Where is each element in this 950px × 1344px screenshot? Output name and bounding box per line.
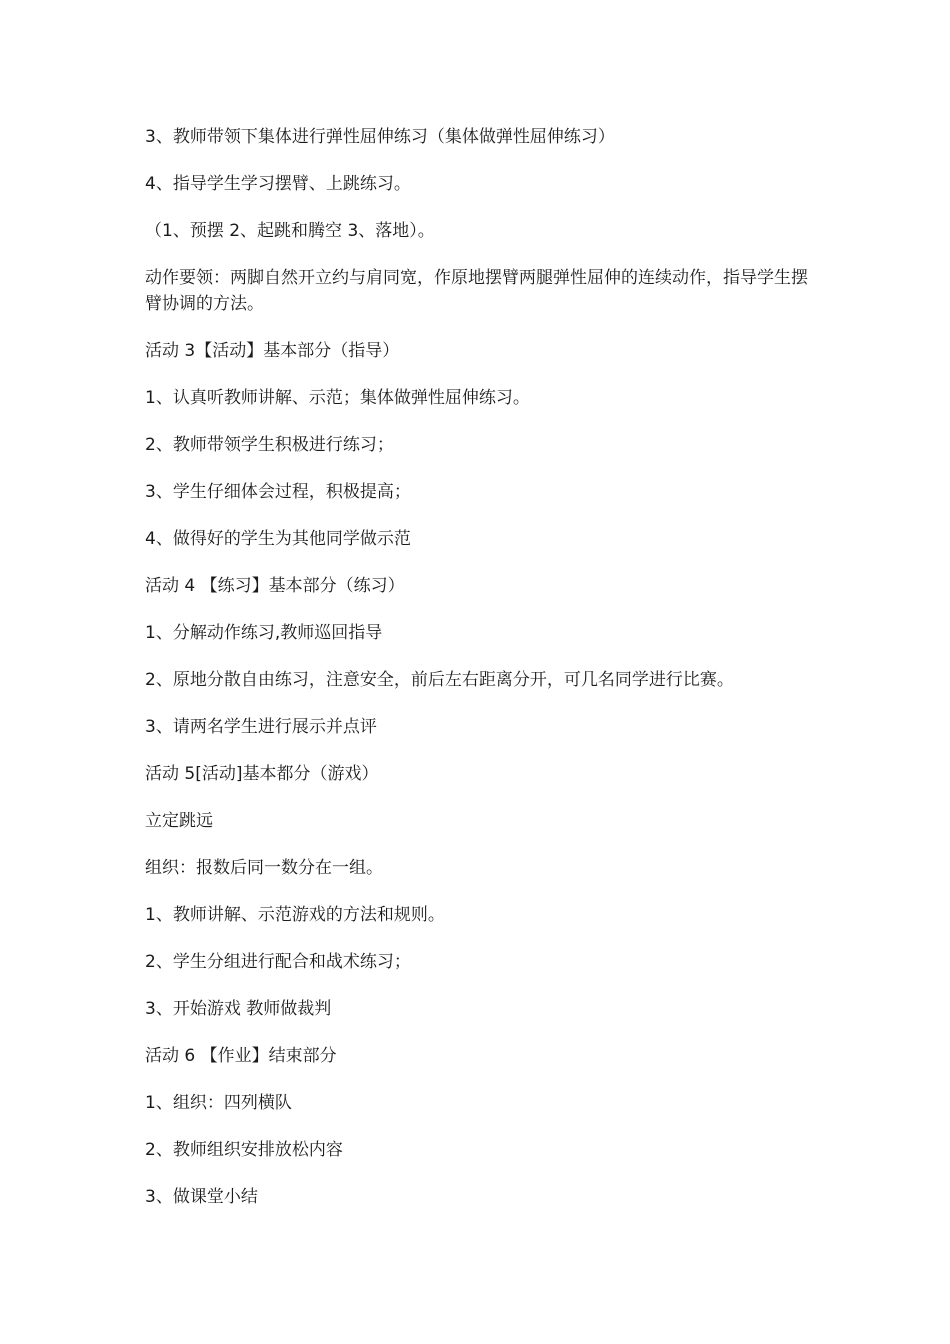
paragraph-a5-item-1: 1、教师讲解、示范游戏的方法和规则。 (145, 905, 445, 925)
paragraph-a5-item-3: 3、开始游戏 教师做裁判 (145, 999, 332, 1019)
paragraph-game-name: 立定跳远 (145, 811, 213, 831)
paragraph-a3-item-2: 2、教师带领学生积极进行练习； (145, 435, 394, 455)
paragraph-phases: （1、预摆 2、起跳和腾空 3、落地）。 (145, 221, 435, 241)
paragraph-a3-item-4: 4、做得好的学生为其他同学做示范 (145, 529, 411, 549)
paragraph-a4-item-1: 1、分解动作练习,教师巡回指导 (145, 623, 383, 643)
paragraph-a3-item-1: 1、认真听教师讲解、示范；集体做弹性屈伸练习。 (145, 388, 530, 408)
paragraph-a6-item-1: 1、组织：四列横队 (145, 1093, 292, 1113)
document-body (145, 124, 815, 1231)
heading-activity-4: 活动 4 【练习】基本部分（练习） (145, 576, 405, 596)
paragraph-a4-item-2: 2、原地分散自由练习，注意安全，前后左右距离分开，可几名同学进行比赛。 (145, 670, 734, 690)
paragraph-a3-item-3: 3、学生仔细体会过程，积极提高； (145, 482, 411, 502)
paragraph-key-points: 动作要领：两脚自然开立约与肩同宽，作原地摆臂两腿弹性屈伸的连续动作，指导学生摆臂协调的方法。 (145, 268, 808, 314)
paragraph-a4-item-3: 3、请两名学生进行展示并点评 (145, 717, 377, 737)
heading-activity-3: 活动 3【活动】基本部分（指导） (145, 341, 400, 361)
paragraph-organization: 组织：报数后同一数分在一组。 (145, 858, 383, 878)
heading-activity-6: 活动 6 【作业】结束部分 (145, 1046, 337, 1066)
paragraph-a5-item-2: 2、学生分组进行配合和战术练习； (145, 952, 411, 972)
heading-activity-5: 活动 5[活动]基本都分（游戏） (145, 764, 379, 784)
paragraph-a6-item-2: 2、教师组织安排放松内容 (145, 1140, 343, 1160)
paragraph-step-4: 4、指导学生学习摆臂、上跳练习。 (145, 174, 411, 194)
paragraph-step-3: 3、教师带领下集体进行弹性屈伸练习（集体做弹性屈伸练习） (145, 127, 615, 147)
paragraph-a6-item-3: 3、做课堂小结 (145, 1187, 258, 1207)
